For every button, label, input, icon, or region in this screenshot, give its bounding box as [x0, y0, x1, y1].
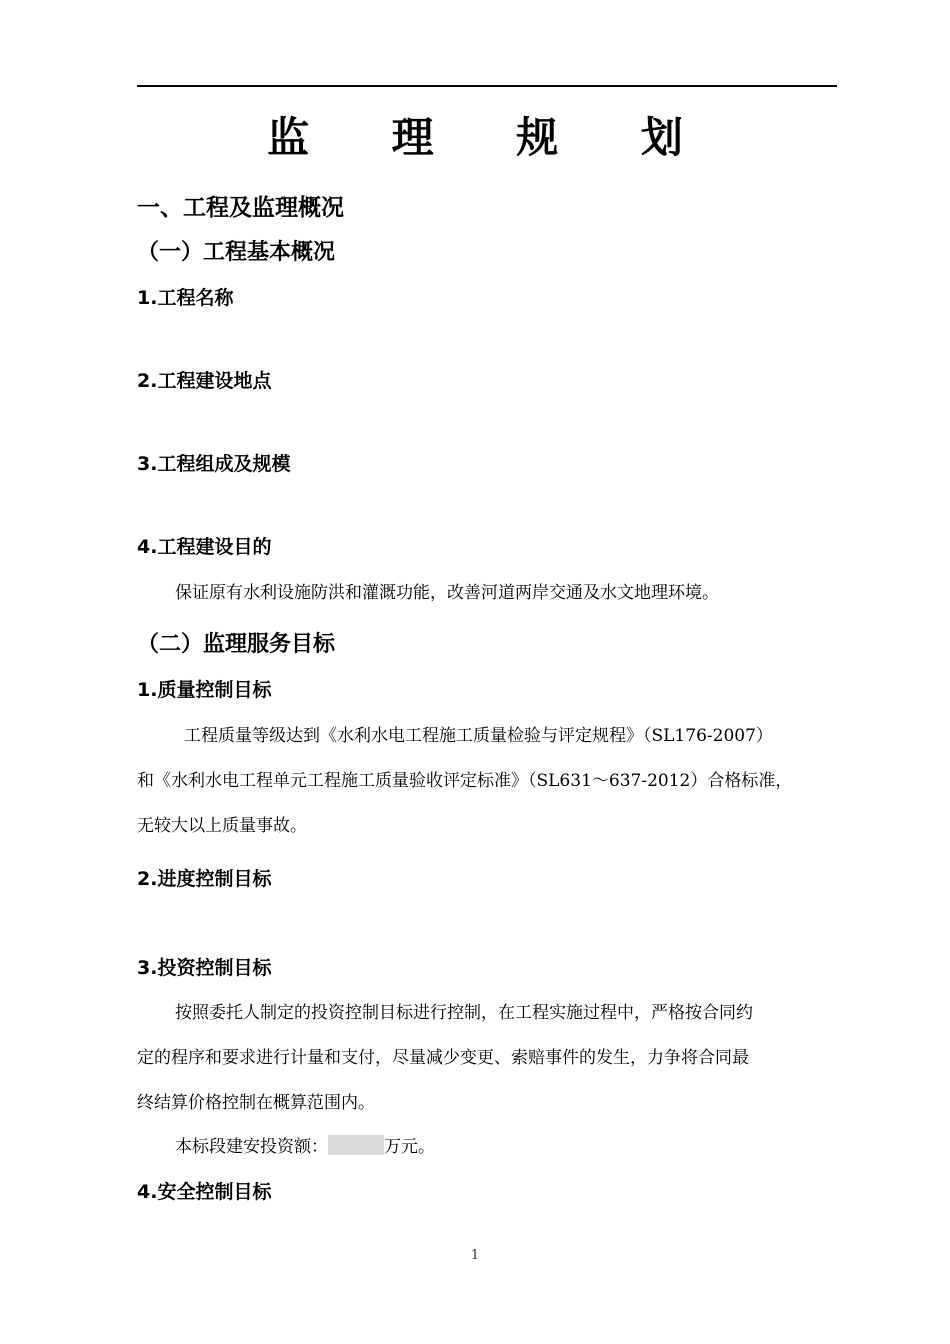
page-number: 1 — [470, 1248, 480, 1263]
item-project-purpose: 4.工程建设目的 — [137, 536, 272, 558]
item-project-name: 1.工程名称 — [137, 287, 234, 309]
purpose-paragraph: 保证原有水利设施防洪和灌溉功能，改善河道两岸交通及水文地理环境。 — [175, 583, 719, 603]
item-safety-target: 4.安全控制目标 — [137, 1181, 272, 1203]
investment-line-3: 终结算价格控制在概算范围内。 — [137, 1093, 375, 1113]
item-schedule-target: 2.进度控制目标 — [137, 868, 272, 890]
section-heading-1: 一、工程及监理概况 — [137, 195, 344, 221]
item-project-location: 2.工程建设地点 — [137, 370, 272, 392]
header-rule — [137, 85, 837, 87]
investment-line-2: 定的程序和要求进行计量和支付，尽量减少变更、索赔事件的发生，力争将合同最 — [137, 1048, 749, 1068]
investment-amount-blank — [328, 1135, 384, 1155]
investment-amount-line — [175, 1134, 435, 1160]
quality-line-1: 工程质量等级达到《水利水电工程施工质量检验与评定规程》（SL176-2007） — [184, 726, 773, 746]
quality-line-2: 和《水利水电工程单元工程施工质量验收评定标准》（SL631～637-2012）合格标准， — [137, 771, 793, 791]
item-quality-target: 1.质量控制目标 — [137, 679, 272, 701]
item-project-composition: 3.工程组成及规模 — [137, 453, 291, 475]
investment-amount-prefix: 本标段建安投资额： — [175, 1137, 328, 1157]
document-title: 监 理 规 划 — [267, 113, 717, 162]
investment-amount-suffix: 万元。 — [384, 1137, 435, 1157]
item-investment-target: 3.投资控制目标 — [137, 957, 272, 979]
subsection-heading-2: （二）监理服务目标 — [137, 632, 336, 657]
quality-line-3: 无较大以上质量事故。 — [137, 816, 307, 836]
investment-line-1: 按照委托人制定的投资控制目标进行控制，在工程实施过程中，严格按合同约 — [175, 1003, 753, 1023]
subsection-heading-1: （一）工程基本概况 — [137, 240, 336, 265]
